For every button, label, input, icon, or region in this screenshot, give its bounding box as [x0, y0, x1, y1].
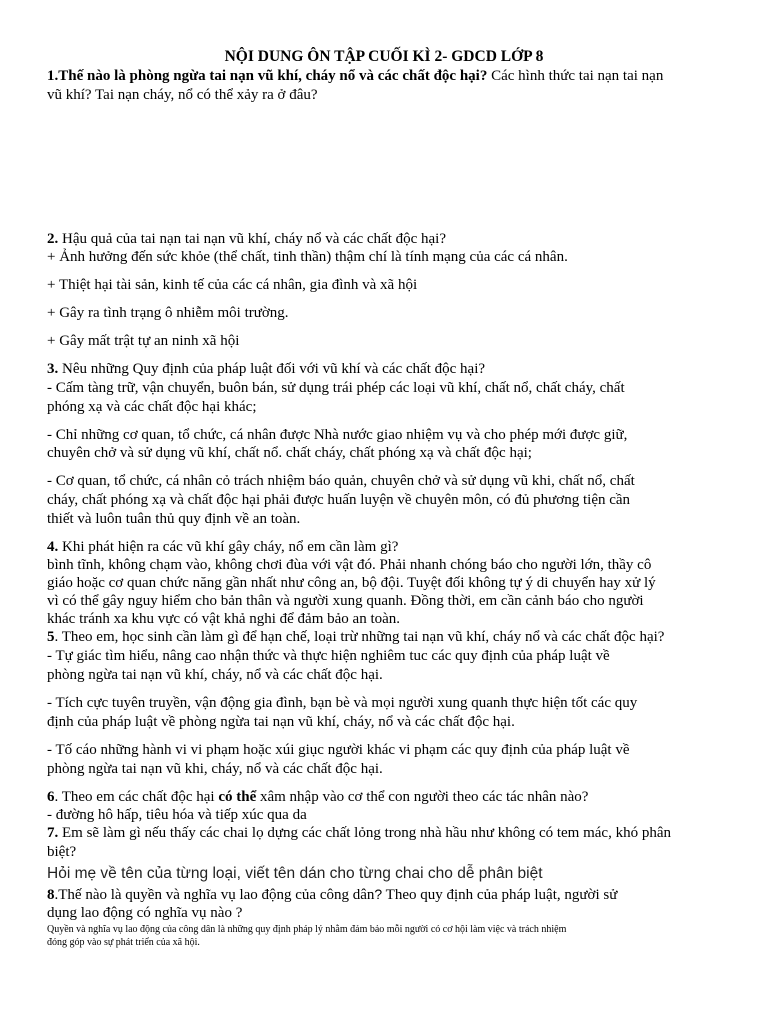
question-1-rest: Các hình thức tai nạn tai nạn: [487, 68, 664, 84]
question-4: [47, 539, 398, 556]
question-7-text: Em sẽ làm gì nếu thấy các chai lọ dựng các chất lỏng trong nhà hầu như không có tem mác, khó phân: [58, 825, 671, 841]
question-3: [47, 361, 485, 378]
question-5-line-3: - Tích cực tuyên truyền, vận động gia đình, bạn bè và mọi người xung quanh thực hiện tốt các quy: [47, 695, 638, 711]
question-7-line-2: biệt?: [47, 844, 77, 860]
question-7-number: 7.: [47, 825, 59, 841]
question-3-line-7: thiết và luôn tuân thủ quy định về an toàn.: [47, 511, 301, 527]
question-3-line-6: cháy, chất phóng xạ và chất độc hại phải được huấn luyện về chuyên môn, có đủ phương tiện cần: [47, 492, 631, 508]
question-2-number: 2.: [47, 231, 59, 247]
question-4-line-4: khác tránh xa khu vực có vật khả nghi để đảm bảo an toàn.: [47, 611, 401, 627]
question-4-line-1: bình tĩnh, không chạm vào, không chơi đùa với vật đó. Phải nhanh chóng báo cho người lớn, thầy cô: [47, 557, 652, 573]
question-8-question-mark: ?: [374, 886, 383, 902]
question-3-line-1: - Cấm tàng trữ, vận chuyển, buôn bán, sử dụng trái phép các loại vũ khí, chất nổ, chất cháy, chất: [47, 380, 625, 396]
question-6-answer: - đường hô hấp, tiêu hóa và tiếp xúc qua da: [47, 807, 307, 823]
question-6-post: xâm nhập vào cơ thể con người theo các tác nhân nào?: [256, 789, 589, 805]
document-title: NỘI DUNG ÔN TẬP CUỐI KÌ 2- GDCD LỚP 8: [224, 48, 544, 65]
question-5-line-2: phòng ngừa tai nạn vũ khí, cháy, nổ và các chất độc hại.: [47, 667, 383, 683]
question-5-number: 5: [47, 629, 55, 645]
question-7: [47, 825, 671, 842]
question-4-line-2: giáo hoặc cơ quan chức năng gần nhất như công an, bộ đội. Tuyệt đối không tự ý di chuyển hay xử lý: [47, 575, 656, 591]
question-3-line-2: phóng xạ và các chất độc hại khác;: [47, 399, 257, 415]
question-2-answer-1: + Ảnh hưởng đến sức khỏe (thể chất, tinh thần) thậm chí là tính mạng của các cá nhân.: [47, 249, 568, 265]
question-3-number: 3.: [47, 361, 59, 377]
question-3-line-4: chuyên chở và sử dụng vũ khí, chất nổ. chất cháy, chất phóng xạ và chất độc hại;: [47, 445, 532, 461]
question-6-number: 6: [47, 789, 55, 805]
question-3-line-3: - Chỉ những cơ quan, tổ chức, cá nhân được Nhà nước giao nhiệm vụ và cho phép mới được giữ,: [47, 427, 628, 443]
question-8-answer-line-1: Quyền và nghĩa vụ lao động của công dân là những quy định pháp lý nhằm đảm bảo mỗi người có cơ hội làm việc và trách nhiệm: [47, 924, 567, 935]
question-5-line-5: - Tố cáo những hành vi vi phạm hoặc xúi giục người khác vi phạm các quy định của pháp luật về: [47, 742, 630, 758]
question-6-pre: . Theo em các chất độc hại: [54, 789, 219, 805]
question-8-rest: Theo quy định của pháp luật, người sử: [382, 887, 618, 903]
question-8-answer-line-2: đóng góp vào sự phát triển của xã hội.: [47, 937, 200, 948]
question-2: [47, 231, 446, 248]
question-5-text: . Theo em, học sinh cần làm gì để hạn chế, loại trừ những tai nạn vũ khí, cháy nổ và các chất độc hại?: [54, 629, 665, 645]
question-3-text: Nêu những Quy định của pháp luật đối với vũ khí và các chất độc hại?: [58, 361, 486, 377]
question-5-line-1: - Tự giác tìm hiểu, nâng cao nhận thức và thực hiện nghiêm tuc các quy định của pháp luật về: [47, 648, 610, 664]
question-1: [47, 68, 663, 85]
question-8-line-2: dụng lao động có nghĩa vụ nào ?: [47, 905, 243, 921]
question-1-line-2: vũ khí? Tai nạn cháy, nổ có thể xảy ra ở đâu?: [47, 87, 318, 103]
question-5: [47, 629, 664, 646]
question-1-number: 1.: [47, 68, 59, 84]
question-4-number: 4.: [47, 539, 59, 555]
question-6-bold: có thể: [218, 789, 257, 805]
question-2-answer-2: + Thiệt hại tài sản, kinh tế của các cá nhân, gia đình và xã hội: [47, 277, 418, 293]
question-5-line-4: định của pháp luật về phòng ngừa tai nạn vũ khí, cháy, nổ và các chất độc hại.: [47, 714, 515, 730]
question-3-line-5: - Cơ quan, tổ chức, cá nhân cỏ trách nhiệm báo quản, chuyên chở và sử dụng vũ khi, chất nổ, chất: [47, 473, 635, 489]
question-2-text: Hậu quả của tai nạn tai nạn vũ khí, cháy nổ và các chất độc hại?: [58, 231, 447, 247]
question-4-text: Khi phát hiện ra các vũ khí gây cháy, nổ em cần làm gì?: [58, 539, 399, 555]
question-8: [47, 886, 617, 904]
question-1-bold-text: Thế nào là phòng ngừa tai nạn vũ khí, cháy nổ và các chất độc hại?: [58, 68, 488, 84]
question-7-answer: Hỏi mẹ về tên của từng loại, viết tên dán cho từng chai cho dễ phân biệt: [47, 865, 543, 882]
question-4-line-3: vì có thể gây nguy hiểm cho bản thân và người xung quanh. Đồng thời, em cần cảnh báo cho người: [47, 593, 644, 609]
question-5-line-6: phòng ngừa tai nạn vũ khi, cháy, nổ và các chất độc hại.: [47, 761, 383, 777]
question-8-text: .Thế nào là quyền và nghĩa vụ lao động của công dân: [54, 887, 375, 903]
question-2-answer-3: + Gây ra tình trạng ô nhiễm môi trường.: [47, 305, 289, 321]
question-6: [47, 789, 588, 806]
question-2-answer-4: + Gây mất trật tự an ninh xã hội: [47, 333, 240, 349]
question-8-number: 8: [47, 887, 55, 903]
